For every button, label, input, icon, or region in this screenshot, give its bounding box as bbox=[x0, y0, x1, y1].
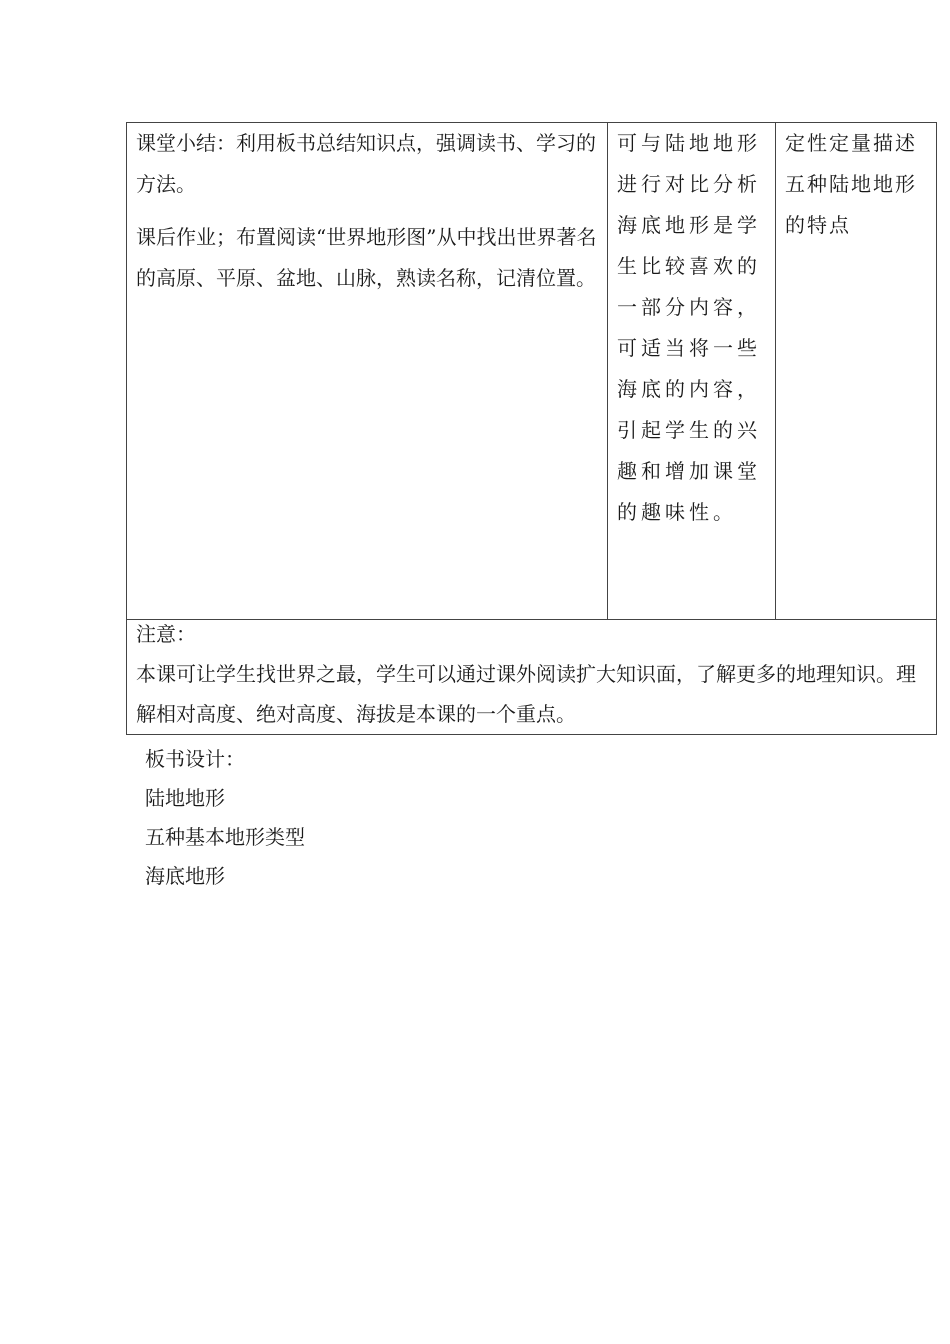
table-row bbox=[127, 123, 937, 620]
design-intent-text: 可与陆地地形进行对比分析海底地形是学生比较喜欢的一部分内容，可适当将一些海底的内容，引起学生的兴趣和增加课堂的趣味性。 bbox=[617, 131, 761, 524]
goal-cell bbox=[776, 123, 937, 620]
note-title: 注意： bbox=[136, 622, 196, 646]
homework-text: 课后作业；布置阅读“世界地形图”从中找出世界著名的高原、平原、盆地、山脉，熟读名称，记清位置。 bbox=[136, 225, 597, 290]
board-item-land-landforms: 陆地地形 bbox=[145, 786, 225, 810]
board-item-seabed-landforms: 海底地形 bbox=[145, 864, 225, 888]
board-design bbox=[145, 740, 305, 896]
note-cell bbox=[127, 620, 937, 735]
goal-text: 定性定量描述五种陆地地形的特点 bbox=[785, 131, 917, 237]
class-summary-text: 课堂小结：利用板书总结知识点，强调读书、学习的方法。 bbox=[136, 131, 596, 196]
note-body: 本课可让学生找世界之最，学生可以通过课外阅读扩大知识面，了解更多的地理知识。理解相对高度、绝对高度、海拔是本课的一个重点。 bbox=[136, 662, 916, 726]
board-design-title: 板书设计： bbox=[145, 747, 245, 771]
table-row bbox=[127, 620, 937, 735]
design-intent-cell bbox=[608, 123, 776, 620]
lesson-plan-table bbox=[126, 122, 937, 735]
summary-cell bbox=[127, 123, 608, 620]
board-item-five-landform-types: 五种基本地形类型 bbox=[145, 825, 305, 849]
